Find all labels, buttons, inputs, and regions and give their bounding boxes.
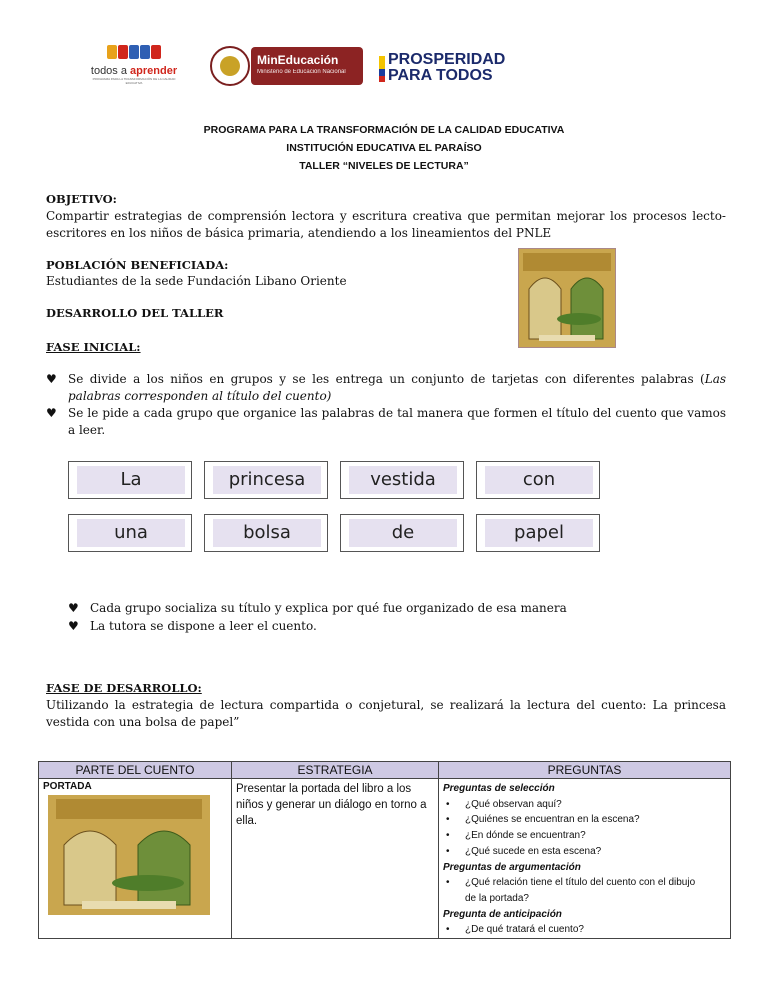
program-title: PROGRAMA PARA LA TRANSFORMACIÓN DE LA CALIDAD EDUCATIVA — [203, 124, 565, 136]
col-header-parte: PARTE DEL CUENTO — [39, 762, 232, 779]
poblacion-heading: POBLACIÓN BENEFICIADA: — [46, 258, 229, 272]
word-card[interactable]: papel — [476, 514, 600, 552]
seleccion-heading: Preguntas de selección — [443, 783, 555, 794]
book-cover-image — [518, 248, 616, 348]
colombia-flag-icon — [379, 56, 385, 82]
list-item: • ¿De qué tratará el cuento? — [443, 922, 726, 938]
book-cover-image — [48, 795, 210, 915]
fase-desarrollo-heading: FASE DE DESARROLLO: — [46, 681, 202, 695]
prosperidad-logo: PROSPERIDAD PARA TODOS — [388, 51, 506, 84]
col-header-preguntas: PREGUNTAS — [439, 762, 731, 779]
objetivo-heading: OBJETIVO: — [46, 192, 117, 206]
list-item: ♥ Se le pide a cada grupo que organice las palabras de tal manera que formen el título del cuento que vamos a leer. — [46, 406, 726, 437]
national-seal-icon — [210, 46, 250, 86]
poblacion-text: Estudiantes de la sede Fundación Libano Oriente — [46, 274, 347, 288]
argumentacion-heading: Preguntas de argumentación — [443, 861, 581, 873]
col-header-estrategia: ESTRATEGIA — [232, 762, 439, 779]
list-item: • ¿Qué relación tiene el título del cuento con el dibujo de la portada? — [443, 875, 726, 906]
list-item: ♥ Cada grupo socializa su título y explica por qué fue organizado de esa manera — [68, 601, 567, 615]
list-item: • ¿Qué observan aquí? — [443, 797, 726, 813]
desarrollo-heading: DESARROLLO DEL TALLER — [46, 306, 224, 320]
estrategia-text: Presentar la portada del libro a los niños y generar un diálogo en torno a ella. — [236, 783, 427, 827]
parte-label: PORTADA — [43, 781, 92, 791]
mineducacion-logo: MinEducación Ministerio de Educación Nacional — [251, 47, 363, 85]
list-item: • ¿Quiénes se encuentran en la escena? — [443, 812, 726, 828]
aprender-blocks-icon — [88, 45, 180, 65]
list-item: ♥ Se divide a los niños en grupos y se les entrega un conjunto de tarjetas con diferentes palabras (Las palabras corresponden al título del cuento) — [46, 372, 726, 403]
todos-a-aprender-logo: todos a aprender PROGRAMA PARA LA TRANSFORMACIÓN DE LA CALIDAD EDUCATIVA — [88, 45, 180, 90]
word-card[interactable]: La — [68, 461, 192, 499]
workshop-title: TALLER “NIVELES DE LECTURA” — [299, 160, 469, 172]
institution-title: INSTITUCIÓN EDUCATIVA EL PARAÍSO — [286, 142, 482, 154]
list-item: • ¿Qué sucede en esta escena? — [443, 844, 726, 860]
fase-inicial-heading: FASE INICIAL: — [46, 340, 141, 354]
word-card[interactable]: una — [68, 514, 192, 552]
fase-desarrollo-text: Utilizando la estrategia de lectura compartida o conjetural, se realizará la lectura del cuento: La princesa vestida con una bolsa de papel” — [46, 698, 726, 729]
list-item: ♥ La tutora se dispone a leer el cuento. — [68, 619, 317, 633]
word-card[interactable]: vestida — [340, 461, 464, 499]
word-card[interactable]: bolsa — [204, 514, 328, 552]
objetivo-text: Compartir estrategias de comprensión lectora y escritura creativa que permitan mejorar los procesos lecto-escritores en los niños de básica primaria, atendiendo a los lineamientos del PNLE — [46, 209, 726, 240]
word-card[interactable]: princesa — [204, 461, 328, 499]
list-item: • ¿En dónde se encuentran? — [443, 828, 726, 844]
word-card[interactable]: de — [340, 514, 464, 552]
word-card[interactable]: con — [476, 461, 600, 499]
anticipacion-heading: Pregunta de anticipación — [443, 908, 562, 920]
